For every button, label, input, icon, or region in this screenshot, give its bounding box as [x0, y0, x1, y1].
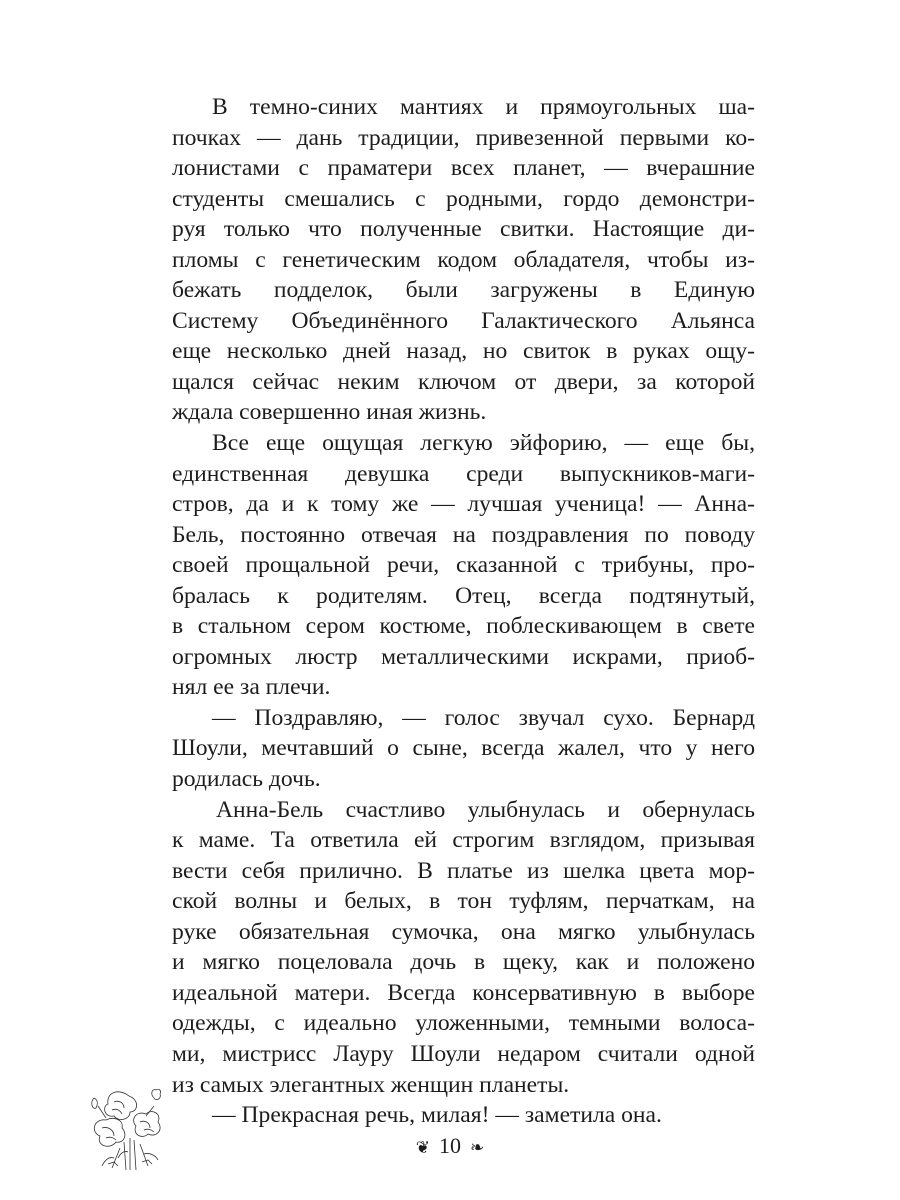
text-line: студенты смешались с родными, гордо демонстри- — [172, 185, 755, 212]
page-number: 10 — [439, 1133, 461, 1158]
text-line: нял ее за плечи. — [172, 674, 331, 701]
text-line: пломы с генетическим кодом обладателя, чтобы из- — [172, 246, 755, 273]
text-line: В темно-синих мантиях и прямоугольных ша- — [212, 94, 755, 120]
text-line: лонистами с праматери всех планет, — вчерашние — [172, 155, 755, 182]
text-line: щался сейчас неким ключом от двери, за которой — [172, 368, 755, 395]
text-line: руке обязательная сумочка, она мягко улыбнулась — [172, 918, 755, 945]
text-line: Шоули, мечтавший о сыне, всегда жалел, что у него — [172, 735, 755, 762]
ornament-right-icon: ❧ — [470, 1138, 485, 1157]
text-line: — Прекрасная речь, милая! — заметила она. — [212, 1102, 662, 1129]
text-line: одежды, с идеально уложенными, темными волоса- — [172, 1010, 755, 1037]
text-line: своей прощальной речи, сказанной с трибуны, про- — [172, 552, 755, 579]
flower-illustration-icon — [84, 1078, 184, 1178]
text-line: ми, мистрисс Лауру Шоули недаром считали одной — [172, 1040, 755, 1067]
text-line: родилась дочь. — [172, 766, 321, 793]
body-text — [172, 92, 755, 1131]
paragraph — [172, 703, 755, 795]
text-line: бежать подделок, были загружены в Единую — [172, 277, 755, 304]
text-line: единственная девушка среди выпускников-маги- — [172, 460, 755, 487]
text-line: и мягко поцеловала дочь в щеку, как и положено — [172, 949, 755, 976]
text-line: идеальной матери. Всегда консервативную в выборе — [172, 979, 755, 1006]
text-line: Бель, постоянно отвечая на поздравления по поводу — [172, 521, 755, 548]
text-line: ской волны и белых, в тон туфлям, перчаткам, на — [172, 888, 755, 915]
text-line: в стальном сером костюме, поблескивающем в свете — [172, 613, 755, 640]
text-line: огромных люстр металлическими искрами, приоб- — [172, 643, 755, 670]
paragraph — [172, 1100, 755, 1131]
text-line: из самых элегантных женщин планеты. — [172, 1071, 570, 1098]
page-number-footer — [395, 1133, 505, 1159]
paragraph — [172, 428, 755, 703]
paragraph — [172, 795, 755, 1100]
text-line: еще несколько дней назад, но свиток в руках ощу- — [172, 338, 755, 365]
text-line: руя только что полученные свитки. Настоящие ди- — [172, 216, 755, 243]
text-line: Систему Объединённого Галактического Альянса — [172, 307, 755, 334]
text-line: Анна-Бель счастливо улыбнулась и обернулась — [216, 796, 755, 823]
text-line: бралась к родителям. Отец, всегда подтянутый, — [172, 582, 755, 609]
text-line: — Поздравляю, — голос звучал сухо. Бернард — [212, 704, 755, 731]
text-line: ждала совершенно иная жизнь. — [172, 399, 487, 426]
text-line: почках — дань традиции, привезенной первыми ко- — [172, 124, 755, 151]
text-line: Все еще ощущая легкую эйфорию, — еще бы, — [212, 430, 755, 457]
text-line: вести себя прилично. В платье из шелка цвета мор- — [172, 857, 755, 884]
text-line: к маме. Та ответила ей строгим взглядом, призывая — [172, 827, 755, 854]
text-line: стров, да и к тому же — лучшая ученица! — Анна- — [172, 491, 755, 518]
paragraph — [172, 92, 755, 428]
ornament-left-icon: ❦ — [415, 1138, 430, 1157]
